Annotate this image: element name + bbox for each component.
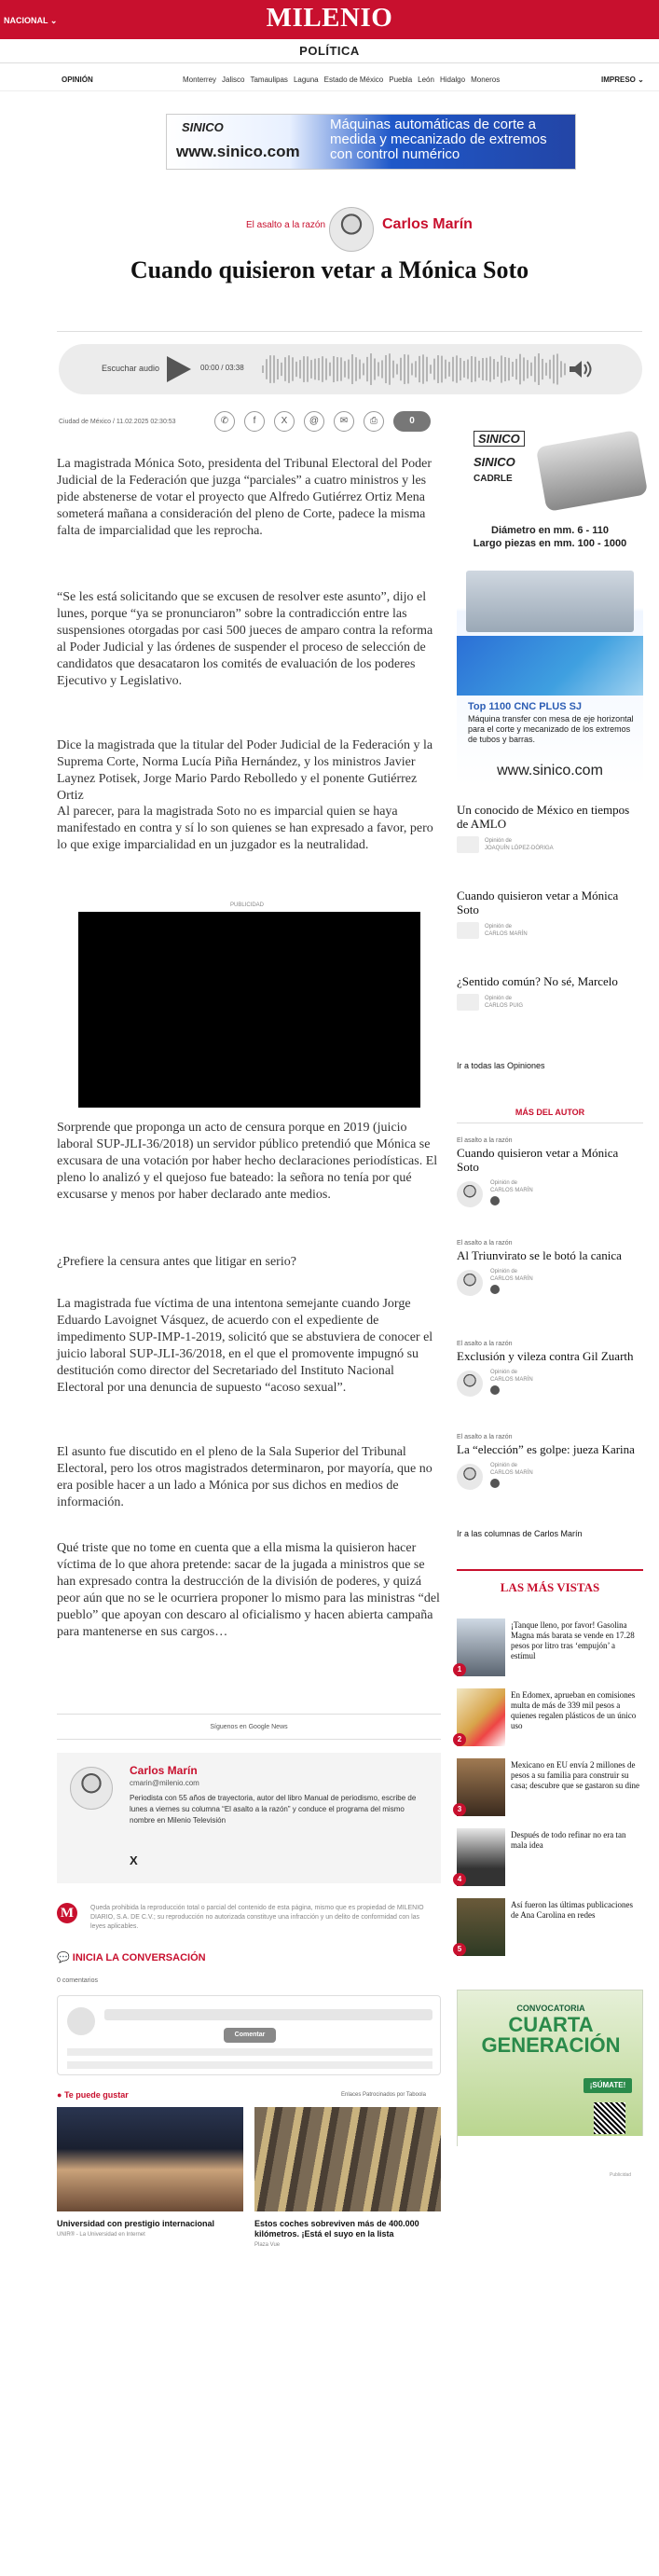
waveform-bar <box>463 361 465 378</box>
ad-graphic <box>457 636 643 696</box>
recommended-headline[interactable]: Estos coches sobreviven más de 400.000 kilómetros. ¡Está el suyo en la lista <box>254 2219 419 2239</box>
waveform-bar <box>366 357 368 381</box>
opinion-author[interactable]: CARLOS MARÍN <box>485 931 528 937</box>
waveform-bar <box>378 362 379 376</box>
waveform-bar <box>556 353 558 384</box>
waveform-bar <box>266 359 268 379</box>
waveform-bar <box>299 360 301 379</box>
edition-selector[interactable]: NACIONAL ⌄ <box>4 16 58 25</box>
opinion-headline[interactable]: Un conocido de México en tiempos de AMLO <box>457 803 630 831</box>
waveform-bar <box>329 363 331 377</box>
opinion-author[interactable]: CARLOS MARÍN <box>490 1188 533 1193</box>
opinion-by: Opinión de <box>490 1463 518 1468</box>
column-name: El asalto a la razón <box>457 1240 513 1247</box>
waveform-bar <box>542 359 543 379</box>
milenio-logo[interactable]: MILENIO <box>266 3 393 33</box>
waveform-bar <box>471 356 473 382</box>
sub-navigation <box>0 71 659 91</box>
author-avatar <box>457 1270 483 1296</box>
most-viewed-item[interactable] <box>457 1619 643 1678</box>
ad-url: www.sinico.com <box>497 763 603 778</box>
waveform-bar <box>538 353 540 385</box>
recommended-label: Te puede gustar <box>63 2090 129 2100</box>
nav-city[interactable]: Moneros <box>471 76 501 84</box>
section-title[interactable]: POLÍTICA <box>0 39 659 63</box>
opinion-by: Opinión de <box>485 996 513 1001</box>
comment-input[interactable] <box>104 2009 432 2020</box>
recommended-image[interactable] <box>57 2107 243 2211</box>
waveform-bar <box>549 360 551 379</box>
all-opinions-link[interactable]: Ir a todas las Opiniones <box>457 1061 545 1070</box>
waveform-bar <box>482 358 484 380</box>
google-news-follow[interactable]: Síguenos en Google News <box>57 1714 441 1740</box>
waveform-bar <box>336 357 338 381</box>
waveform-bar <box>515 359 517 379</box>
waveform-bar <box>527 360 529 379</box>
author-logo <box>457 836 479 853</box>
waveform-bar <box>419 356 420 382</box>
x-icon[interactable]: X <box>130 1853 138 1867</box>
rank-badge: 5 <box>453 1943 466 1956</box>
waveform-bar <box>381 360 383 378</box>
most-viewed-item[interactable] <box>457 1898 643 1958</box>
waveform-bar <box>478 361 480 378</box>
waveform-bar <box>445 360 446 379</box>
waveform-bar <box>400 358 402 380</box>
opinion-item[interactable] <box>457 889 643 939</box>
waveform-bar <box>448 362 450 377</box>
waveform-bar <box>433 359 435 380</box>
waveform-bar <box>452 357 454 381</box>
waveform-bar <box>281 363 282 376</box>
top-bar <box>0 0 659 39</box>
ad-brand: SINICO <box>474 431 525 447</box>
article-paragraph: La magistrada fue víctima de una intentona semejante cuando Jorge Eduardo Lavoignet Vásquez, de acuerdo con el expediente de impedimento SUP-IMP-1-2019, solicitó que se abstuviera de conocer el juicio laboral SUP-JLI-36/2018, en el que el promovente impugnó su destitución como director del Secretariado del Instituto Nacional Electoral por una denuncia de supuesto “acoso sexual”. <box>57 1297 433 1395</box>
volume-icon[interactable] <box>567 358 595 380</box>
city-links <box>183 76 500 84</box>
waveform-bar <box>560 361 562 377</box>
recommended-item[interactable] <box>254 2107 441 2248</box>
waveform-bar <box>363 364 364 376</box>
facebook-icon[interactable]: f <box>244 411 265 432</box>
cuarta-generacion-ad[interactable] <box>457 1990 643 2146</box>
ad-top-text: CONVOCATORIA <box>516 2004 585 2013</box>
divider <box>457 1569 643 1571</box>
bio-email[interactable]: cmarin@milenio.com <box>130 1779 199 1787</box>
waveform-bar <box>340 357 342 380</box>
most-viewed-item[interactable] <box>457 1828 643 1888</box>
taboola-sponsor[interactable]: Enlaces Patrocinados por Taboola <box>341 2092 426 2098</box>
play-icon[interactable] <box>490 1285 500 1294</box>
waveform-bar <box>370 353 372 385</box>
opinion-by: Opinión de <box>490 1269 518 1274</box>
milenio-m-icon: M <box>57 1903 77 1923</box>
opinion-author[interactable]: CARLOS MARÍN <box>490 1470 533 1476</box>
waveform[interactable] <box>262 350 568 389</box>
banner-ad[interactable] <box>166 114 576 170</box>
ad-desc: Máquina transfer con mesa de eje horizontal para el corte y mecanizado de los extremos de tubos y barras. <box>468 714 634 744</box>
waveform-bar <box>489 356 491 381</box>
waveform-bar <box>415 361 417 377</box>
qr-code-icon <box>594 2102 625 2134</box>
opinion-author[interactable]: CARLOS MARÍN <box>490 1377 533 1383</box>
author-avatar <box>457 1371 483 1397</box>
column-name: El asalto a la razón <box>457 1434 513 1440</box>
waveform-bar <box>392 361 394 379</box>
audio-label: Escuchar audio <box>102 364 160 373</box>
most-viewed-headline[interactable]: ¡Tanque lleno, por favor! Gasolina Magna más barata se vende en 17.28 pesos por litro tras ‘empujón’ a estímul <box>511 1620 635 1660</box>
recommended-headline[interactable]: Universidad con prestigio internacional <box>57 2219 215 2228</box>
article-author-header <box>0 207 659 254</box>
whatsapp-icon[interactable]: ✆ <box>214 411 235 432</box>
ad-label: PUBLICIDAD <box>230 902 265 908</box>
waveform-bar <box>396 364 398 374</box>
ad-model: Top 1100 CNC PLUS SJ <box>468 701 583 712</box>
nav-city[interactable]: Hidalgo <box>439 76 466 84</box>
waveform-bar <box>456 355 458 382</box>
article-paragraph: Qué triste que no tome en cuenta que a ella misma la quisieron hacer víctima de lo que ahora pretende: sacar de la jugada a ministros que se han expresado contra la destrucción de la división de poderes, y quizá peor aún que no se le ocurriera proponer lo mismo para las ministras “del pueblo” que apoyan con descaro al oficialismo y hacen abierta campaña para mantenerse en sus cargos… <box>57 1541 440 1639</box>
waveform-bar <box>534 356 536 381</box>
author-logo <box>457 922 479 939</box>
waveform-bar <box>318 358 320 380</box>
opinion-by: Opinión de <box>485 924 513 930</box>
article-paragraph: “Se les está solicitando que se excusen de resolver este asunto”, dijo el lunes, porque “ya se pronunciaron” sobre la contradicción entre las suspensiones otorgadas por casi 500 jueces de amparo contra la reforma al Poder Judicial y las órdenes de suspender el proceso de selección de candidatos que desacataron los comités de evaluación de los poderes Ejecutivo y Legislativo. <box>57 590 433 688</box>
waveform-bar <box>348 360 350 379</box>
article-paragraph: ¿Prefiere la censura antes que litigar en serio? <box>57 1255 296 1269</box>
column-name: El asalto a la razón <box>457 1341 513 1347</box>
waveform-bar <box>389 353 391 384</box>
waveform-bar <box>426 357 428 381</box>
waveform-bar <box>508 358 510 380</box>
opinion-author[interactable]: CARLOS MARÍN <box>490 1276 533 1282</box>
share-bar <box>214 411 431 432</box>
waveform-bar <box>303 356 305 382</box>
opinion-headline[interactable]: Cuando quisieron vetar a Mónica Soto <box>457 889 619 916</box>
waveform-bar <box>474 357 476 382</box>
article-paragraph: La magistrada Mónica Soto, presidenta del Tribunal Electoral del Poder Judicial de la Federación que juzga “parciales” a cuatro ministros y les pide abstenerse de votar el proyecto que Alfredo Gutiérrez Ortiz Mena someterá mañana a consideración del pleno de Corte, padece la misma falta de imparcialidad que les reprocha. <box>57 457 432 538</box>
waveform-bar <box>504 357 506 381</box>
waveform-bar <box>284 357 286 381</box>
email-icon[interactable]: ✉ <box>334 411 354 432</box>
waveform-bar <box>277 359 279 379</box>
nav-city[interactable]: Puebla <box>389 76 413 84</box>
most-viewed-headline[interactable]: En Edomex, aprueban en comisiones multa de más de 339 mil pesos a quienes regalen plásticos de un único uso <box>511 1690 637 1730</box>
most-viewed-title: LAS MÁS VISTAS <box>500 1580 600 1594</box>
ad-cta[interactable]: ¡SÚMATE! <box>583 2078 632 2093</box>
bio-description: Periodista con 55 años de trayectoria, autor del libro Manual de periodismo, escribe de lunes a viernes su columna “El asalto a la razón” y conduce el programa del mismo nombre en Milenio Televisión <box>130 1794 417 1825</box>
rank-badge: 1 <box>453 1663 466 1676</box>
opinion-by: Opinión de <box>490 1370 518 1375</box>
comments-count: 0 comentarios <box>57 1977 98 1984</box>
nav-city[interactable]: Estado de México <box>323 76 384 84</box>
recommended-title: ● Te puede gustar <box>57 2090 129 2100</box>
article-paragraph: Al parecer, para la magistrada Soto no es imparcial quien se haya manifestado en contra y sí lo son quienes se han expresado a favor, pero lo que exige imparcialidad en un juzgador es la neutralidad. <box>57 805 433 852</box>
waveform-bar <box>310 360 312 379</box>
ad-url: www.sinico.com <box>176 143 300 160</box>
waveform-bar <box>530 363 532 376</box>
waveform-bar <box>493 359 495 379</box>
recommended-source: UNIR® - La Universidad en Internet <box>57 2232 145 2238</box>
author-avatar[interactable] <box>70 1767 113 1810</box>
author-avatar[interactable] <box>329 207 374 252</box>
nav-city[interactable]: Tamaulipas <box>250 76 288 84</box>
conversation-label: INICIA LA CONVERSACIÓN <box>72 1952 206 1963</box>
waveform-bar <box>333 356 335 382</box>
waveform-bar <box>351 354 353 384</box>
author-name[interactable]: Carlos Marín <box>382 216 473 232</box>
waveform-bar <box>501 355 502 382</box>
waveform-bar <box>437 355 439 383</box>
legal-text: Queda prohibida la reproducción total o parcial del contenido de esta página, mismo que es propiedad de MILENIO DIARIO, S.A. DE C.V.; su reproducción no autorizada constituye una infracción y un delito de conformidad con las leyes aplicables. <box>90 1905 424 1930</box>
audio-time: 00:00 / 03:38 <box>200 364 244 372</box>
product-image <box>536 430 648 512</box>
sidebar-ad[interactable] <box>457 414 643 787</box>
waveform-bar <box>355 357 357 381</box>
waveform-bar <box>512 362 514 377</box>
nav-city[interactable]: Laguna <box>293 76 319 84</box>
waveform-bar <box>359 360 361 379</box>
rank-badge: 3 <box>453 1803 466 1816</box>
author-article-item[interactable] <box>457 1137 643 1208</box>
waveform-bar <box>430 365 432 374</box>
column-name: El asalto a la razón <box>457 1137 513 1144</box>
waveform-bar <box>519 354 521 385</box>
most-viewed-headline[interactable]: Así fueron las últimas publicaciones de Ana Carolina en redes <box>511 1900 633 1920</box>
ad-brand: SINICO <box>474 455 515 469</box>
waveform-bar <box>497 362 499 377</box>
author-article-item[interactable] <box>457 1341 643 1398</box>
recommended-image[interactable] <box>254 2107 441 2211</box>
waveform-bar <box>325 358 327 379</box>
bio-author-name[interactable]: Carlos Marín <box>130 1764 198 1777</box>
ad-spec <box>457 524 643 550</box>
video-player[interactable] <box>78 912 420 1108</box>
dateline: Ciudad de México / 11.02.2025 02:30:53 <box>59 419 176 425</box>
waveform-bar <box>460 358 461 380</box>
nav-impreso[interactable]: IMPRESO ⌄ <box>601 76 644 84</box>
most-viewed-item[interactable] <box>457 1688 643 1748</box>
opinion-author[interactable]: CARLOS PUIG <box>485 1003 524 1009</box>
divider <box>57 331 642 332</box>
waveform-bar <box>295 362 297 377</box>
x-icon[interactable]: X <box>274 411 295 432</box>
waveform-bar <box>322 356 323 382</box>
waveform-bar <box>374 358 376 379</box>
author-article-headline[interactable]: Al Triunvirato se le botó la canica <box>457 1248 622 1262</box>
audio-player <box>59 344 642 394</box>
play-icon[interactable] <box>490 1385 500 1395</box>
opinion-headline[interactable]: ¿Sentido común? No sé, Marcelo <box>457 974 618 988</box>
author-article-headline[interactable]: Cuando quisieron vetar a Mónica Soto <box>457 1146 619 1174</box>
nav-opinion[interactable]: OPINIÓN <box>62 76 93 84</box>
conversation-title[interactable]: 💬 INICIA LA CONVERSACIÓN <box>57 1952 206 1963</box>
ad-brand: SINICO <box>182 120 224 134</box>
waveform-bar <box>467 360 469 379</box>
waveform-bar <box>486 358 487 380</box>
user-avatar-placeholder <box>67 2007 95 2035</box>
recommended-source: Plaza Vue <box>254 2242 281 2248</box>
nav-city[interactable]: Monterrey <box>183 76 217 84</box>
opinion-item[interactable] <box>457 974 643 1011</box>
print-icon[interactable]: ⎙ <box>364 411 384 432</box>
waveform-bar <box>273 355 275 383</box>
author-logo <box>457 994 479 1011</box>
article-paragraph: Dice la magistrada que la titular del Poder Judicial de la Federación y la Suprema Corte, Norma Lucía Piña Hernández, y los ministros Javier Laynez Potisek, Jorge Mario Pardo Rebolledo y el ponente Gutiérrez Ortiz <box>57 738 433 803</box>
article-title: Cuando quisieron vetar a Mónica Soto <box>130 256 529 283</box>
author-article-headline[interactable]: Exclusión y vileza contra Gil Zuarth <box>457 1349 634 1363</box>
author-article-item[interactable] <box>457 1434 643 1491</box>
ad-footer <box>458 2136 644 2147</box>
ad-brand: CADRLE <box>474 474 513 484</box>
author-avatar <box>457 1181 483 1207</box>
threads-icon[interactable]: @ <box>304 411 324 432</box>
opinion-item[interactable] <box>457 803 643 853</box>
play-icon[interactable] <box>490 1479 500 1488</box>
opinion-by: Opinión de <box>490 1180 518 1186</box>
opinion-by: Opinión de <box>485 838 513 844</box>
waveform-bar <box>553 355 555 384</box>
author-columns-link[interactable]: Ir a las columnas de Carlos Marín <box>457 1529 583 1538</box>
waveform-bar <box>385 355 387 383</box>
column-name[interactable]: El asalto a la razón <box>246 220 326 230</box>
most-viewed-headline[interactable]: Después de todo refinar no era tan mala idea <box>511 1830 626 1850</box>
waveform-bar <box>344 361 346 377</box>
waveform-bar <box>422 354 424 383</box>
nav-city[interactable]: León <box>418 76 434 84</box>
rank-badge: 4 <box>453 1873 466 1886</box>
waveform-bar <box>407 355 409 384</box>
waveform-bar <box>292 357 294 380</box>
comments-count-button[interactable]: 0 <box>393 411 431 432</box>
waveform-bar <box>269 355 271 383</box>
more-by-author-title: MÁS DEL AUTOR <box>515 1108 585 1117</box>
waveform-bar <box>545 363 547 376</box>
waveform-bar <box>307 356 309 381</box>
most-viewed-item[interactable] <box>457 1758 643 1818</box>
machine-image <box>466 571 634 632</box>
waveform-bar <box>523 357 525 380</box>
author-article-item[interactable] <box>457 1240 643 1297</box>
recommended-item[interactable] <box>57 2107 243 2238</box>
ad-text: Máquinas automáticas de corte a medida y mecanizado de extremos con control numérico <box>330 117 547 162</box>
waveform-bar <box>262 365 264 373</box>
article-paragraph: Sorprende que proponga un acto de censura porque en 2019 (juicio laboral SUP-JLI-36/2018) un servidor público pretendió que Mónica se excusara de una votación por haber hecho declaraciones periodísticas. El pleno lo analizó y el quejoso fue bateado: la señora no tenía por qué excusarse y menos por haber declarado ante medios. <box>57 1121 438 1202</box>
article-paragraph: El asunto fue discutido en el pleno de la Sala Superior del Tribunal Electoral, pero los otros magistrados determinaron, por mayoría, que no era posible hacer a un lado a Mónica por sus dichos en medios de información. <box>57 1445 432 1509</box>
nav-city[interactable]: Jalisco <box>222 76 245 84</box>
waveform-bar <box>404 354 405 384</box>
comment-box[interactable] <box>57 1995 441 2075</box>
waveform-bar <box>314 359 316 380</box>
author-avatar <box>457 1464 483 1490</box>
waveform-bar <box>288 355 290 383</box>
play-icon[interactable] <box>490 1196 500 1205</box>
author-article-headline[interactable]: La “elección” es golpe: jueza Karina <box>457 1442 635 1456</box>
ad-disclaimer: Publicidad <box>610 2172 632 2178</box>
opinion-author[interactable]: JOAQUÍN LÓPEZ-DÓRIGA <box>485 846 554 851</box>
waveform-bar <box>441 356 443 383</box>
ad-spec-2: Largo piezas en mm. 100 - 1000 <box>473 538 627 549</box>
play-icon[interactable] <box>167 356 191 382</box>
ad-main-text: CUARTA GENERACIÓN <box>481 2013 621 2057</box>
waveform-bar <box>564 364 566 376</box>
author-bio <box>57 1753 441 1883</box>
most-viewed-headline[interactable]: Mexicano en EU envía 2 millones de pesos a su familia para construir su casa; descubre que se gastaron su dine <box>511 1760 639 1790</box>
waveform-bar <box>411 364 413 376</box>
ad-spec-1: Diámetro en mm. 6 - 110 <box>491 525 609 536</box>
placeholder-line <box>67 2048 432 2056</box>
comment-button[interactable]: Comentar <box>224 2028 276 2043</box>
rank-badge: 2 <box>453 1733 466 1746</box>
placeholder-line <box>67 2061 432 2069</box>
